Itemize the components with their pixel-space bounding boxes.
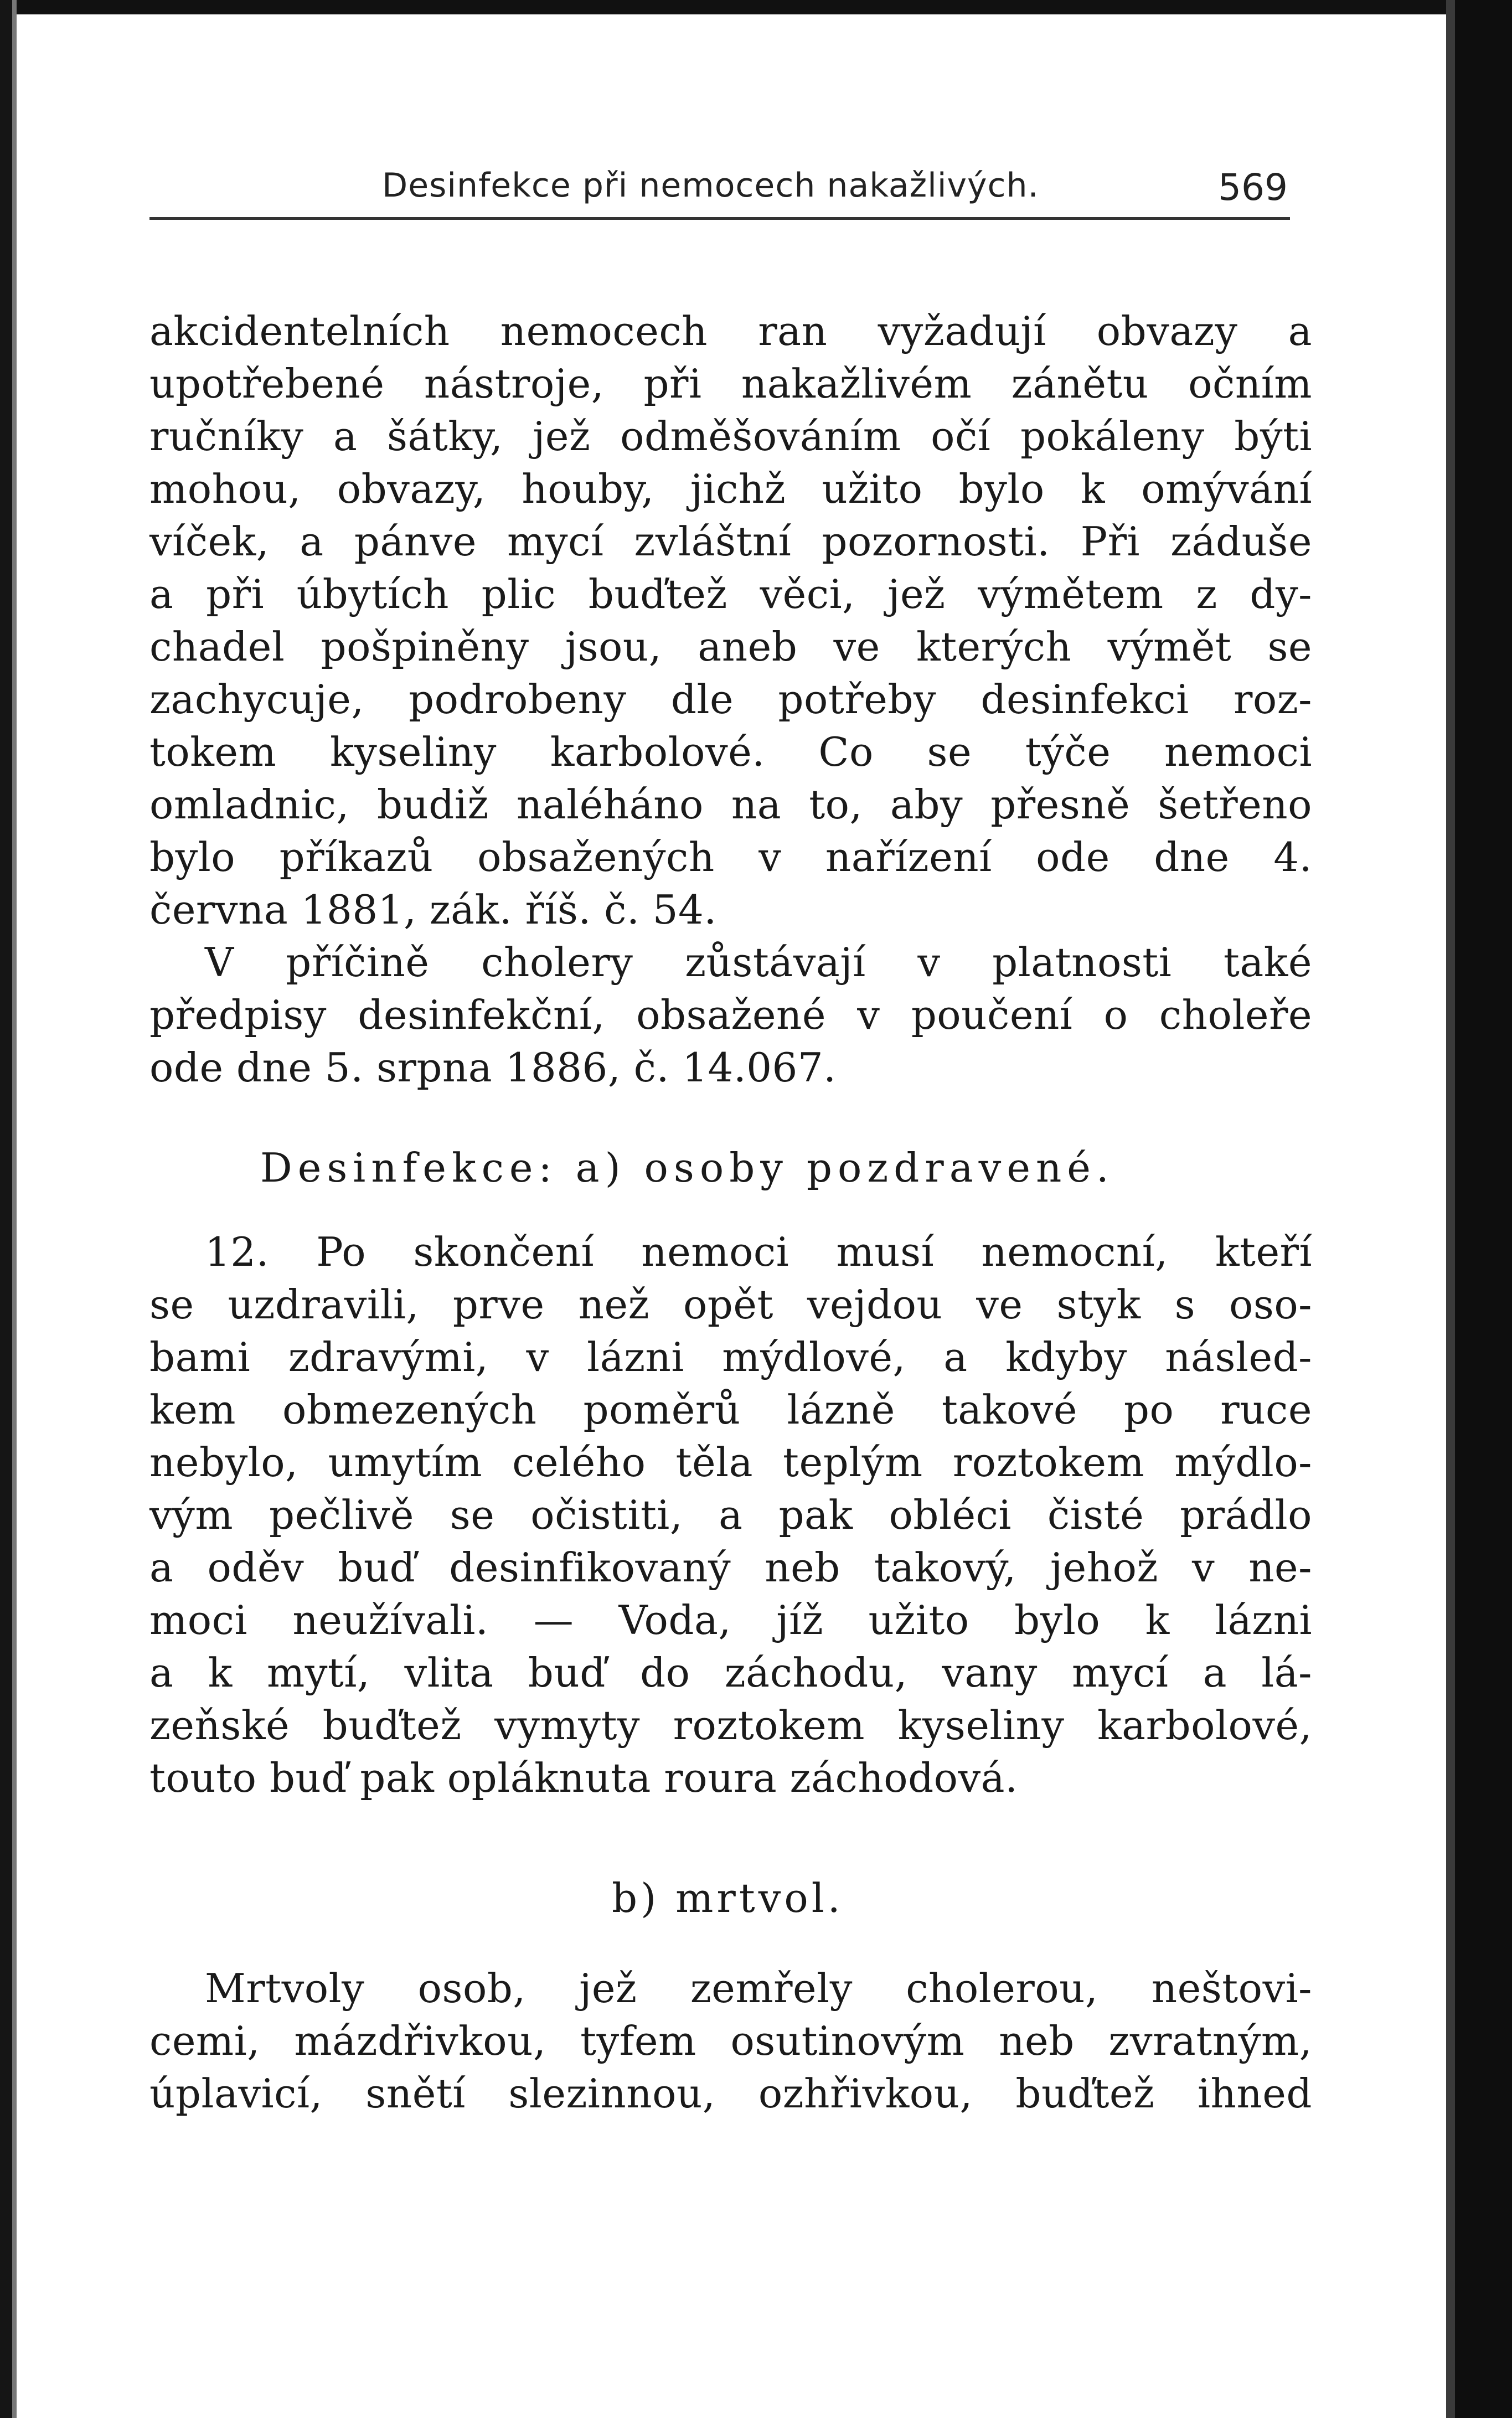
text-line: ručníky a šátky, jež odměšováním očí pokáleny býti [149, 413, 1312, 460]
text-line: chadel pošpiněny jsou, aneb ve kterých výmět se [149, 623, 1312, 670]
text-line: zeňské buďtež vymyty roztokem kyseliny karbolové, [149, 1702, 1312, 1749]
text-line: ode dne 5. srpna 1886, č. 14.067. [149, 1044, 837, 1091]
text-line: se uzdravili, prve než opět vejdou ve styk s oso- [149, 1281, 1312, 1328]
section-heading: Desinfekce: a) osoby pozdravené. [260, 1144, 1114, 1191]
text-line: a oděv buď desinfikovaný neb takový, jehož v ne- [149, 1544, 1312, 1591]
text-line: bami zdravými, v lázni mýdlové, a kdyby násled- [149, 1334, 1312, 1380]
header-rule [149, 217, 1290, 220]
text-line: mohou, obvazy, houby, jichž užito bylo k omývání [149, 466, 1312, 512]
text-line: předpisy desinfekční, obsažené v poučení o choleře [149, 992, 1312, 1038]
text-line: a k mytí, vlita buď do záchodu, vany mycí a lá- [149, 1649, 1312, 1696]
text-line: V příčině cholery zůstávají v platnosti také [205, 939, 1312, 986]
scan-edge-top [0, 0, 1512, 14]
scan-edge-left-shadow [12, 0, 17, 2418]
text-line: touto buď pak opláknuta roura záchodová. [149, 1755, 1018, 1801]
text-line: tokem kyseliny karbolové. Co se týče nemoci [149, 729, 1312, 775]
text-line: června 1881, zák. říš. č. 54. [149, 886, 717, 933]
running-header: Desinfekce při nemocech nakažlivých. [382, 166, 1039, 205]
text-line: cemi, mázdřivkou, tyfem osutinovým neb zvratným, [149, 2018, 1312, 2064]
text-line: upotřebené nástroje, při nakažlivém zánětu očním [149, 360, 1312, 407]
text-line: 12. Po skončení nemoci musí nemocní, kteří [205, 1229, 1312, 1275]
text-line: zachycuje, podrobeny dle potřeby desinfekci roz- [149, 676, 1312, 723]
text-line: víček, a pánve mycí zvláštní pozornosti. Při záduše [149, 518, 1312, 565]
text-line: úplavicí, snětí slezinnou, ozhřivkou, buďtež ihned [149, 2070, 1312, 2117]
scan-edge-left [0, 0, 12, 2418]
text-line: Mrtvoly osob, jež zemřely cholerou, neštovi- [205, 1965, 1312, 2012]
scan-edge-right [1455, 0, 1512, 2418]
text-line: akcidentelních nemocech ran vyžadují obvazy a [149, 308, 1312, 354]
text-line: bylo příkazů obsažených v nařízení ode dne 4. [149, 834, 1312, 880]
text-line: moci neužívali. — Voda, jíž užito bylo k lázni [149, 1597, 1312, 1643]
text-line: kem obmezených poměrů lázně takové po ruce [149, 1386, 1312, 1433]
text-line: vým pečlivě se očistiti, a pak obléci čisté prádlo [149, 1492, 1312, 1538]
text-line: nebylo, umytím celého těla teplým roztokem mýdlo- [149, 1439, 1312, 1486]
text-line: omladnic, budiž naléháno na to, aby přesně šetřeno [149, 781, 1312, 828]
scan-edge-right-shadow [1446, 0, 1455, 2418]
page-number: 569 [1218, 166, 1288, 209]
text-line: a při úbytích plic buďtež věci, jež výmětem z dy- [149, 571, 1312, 617]
section-heading: b) mrtvol. [612, 1875, 844, 1921]
